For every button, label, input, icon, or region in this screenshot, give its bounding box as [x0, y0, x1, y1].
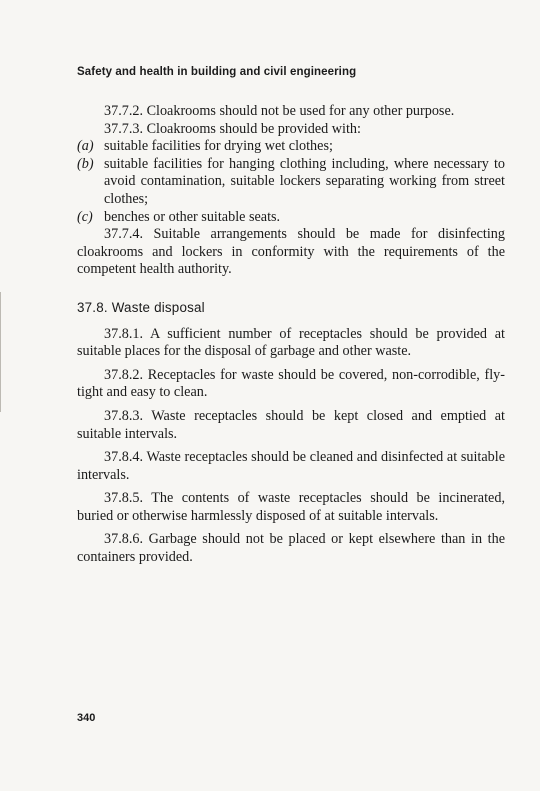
- list-item-b: [77, 156, 505, 209]
- paragraph-37-8-2: 37.8.2. Receptacles for waste should be covered, non-corrodible, fly-tight and easy to clean.: [77, 366, 505, 401]
- paragraph-37-7-2: 37.7.2. Cloakrooms should not be used for any other purpose.: [104, 103, 455, 119]
- scan-edge-shadow: [0, 292, 1, 412]
- paragraph-37-8-3: 37.8.3. Waste receptacles should be kept closed and emptied at suitable intervals.: [77, 407, 505, 442]
- list-item-letter: (c): [77, 208, 93, 225]
- list-item-c: [77, 209, 505, 227]
- list-item-letter: (a): [77, 138, 94, 155]
- body-text: [77, 103, 505, 567]
- paragraph-37-8-6: 37.8.6. Garbage should not be placed or kept elsewhere than in the containers provided.: [77, 531, 505, 566]
- list-item-a: [77, 138, 505, 156]
- paragraph-37-7-3: 37.7.3. Cloakrooms should be provided with:: [104, 120, 361, 137]
- list-item-text: benches or other suitable seats.: [104, 208, 281, 225]
- list-item-text: suitable facilities for hanging clothing including, where necessary to avoid contamination, suitable lockers separating working from street clothes;: [104, 155, 505, 207]
- section-heading: 37.8. Waste disposal: [77, 299, 205, 315]
- paragraph-37-7-4: 37.7.4. Suitable arrangements should be made for disinfecting cloakrooms and lockers in conformity with the requirements of the competent health authority.: [77, 226, 505, 278]
- page-number: 340: [77, 712, 96, 724]
- paragraph-37-8-5: 37.8.5. The contents of waste receptacles should be incinerated, buried or otherwise harmlessly disposed of at suitable intervals.: [77, 490, 505, 524]
- paragraph-37-8-1: 37.8.1. A sufficient number of receptacles should be provided at suitable places for the disposal of garbage and other waste.: [77, 325, 505, 360]
- list-item-letter: (b): [77, 155, 94, 172]
- paragraph-37-8-4: 37.8.4. Waste receptacles should be cleaned and disinfected at suitable intervals.: [77, 449, 505, 483]
- running-head: Safety and health in building and civil engineering: [77, 66, 357, 78]
- list-item-text: suitable facilities for drying wet clothes;: [104, 138, 333, 155]
